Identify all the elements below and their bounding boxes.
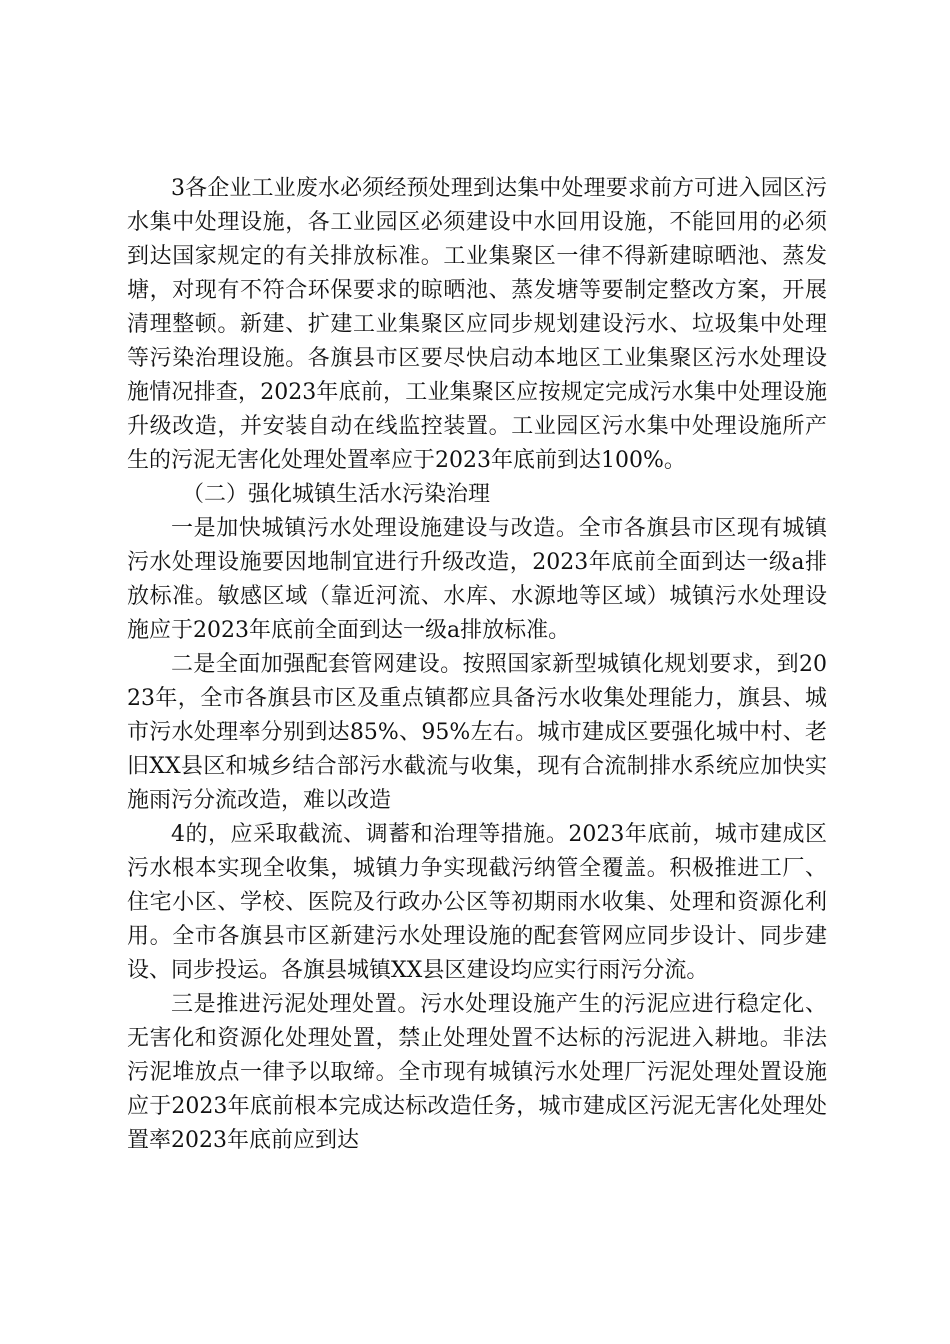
paragraph-pipe-network: 二是全面加强配套管网建设。按照国家新型城镇化规划要求，到2023年，全市各旗县市区及重点镇都应具备污水收集处理能力，旗县、城市污水处理率分别到达85%、95%左右。城市建成区要强化城中村、老旧XX县区和城乡结合部污水截流与收集，现有合流制排水系统应加快实施雨污分流改造，难以改造 xyxy=(127,652,827,813)
paragraph-collection-measures: 4的，应采取截流、调蓄和治理等措施。2023年底前，城市建成区污水根本实现全收集，城镇力争实现截污纳管全覆盖。积极推进工厂、住宅小区、学校、医院及行政办公区等初期雨水收集、处理和资源化利用。全市各旗县市区新建污水处理设施的配套管网应同步设计、同步建设、同步投运。各旗县城镇XX县区建设均应实行雨污分流。 xyxy=(127,822,827,983)
section-heading-urban-sewage: （二）强化城镇生活水污染治理 xyxy=(182,482,491,507)
paragraph-treatment-facilities: 一是加快城镇污水处理设施建设与改造。全市各旗县市区现有城镇污水处理设施要因地制宜进行升级改造，2023年底前全面到达一级a排放标准。敏感区域（靠近河流、水库、水源地等区域）城镇污水处理设施应于2023年底前全面到达一级a排放标准。 xyxy=(127,516,827,643)
document-body xyxy=(127,172,827,1158)
paragraph-sludge-treatment: 三是推进污泥处理处置。污水处理设施产生的污泥应进行稳定化、无害化和资源化处理处置，禁止处理处置不达标的污泥进入耕地。非法污泥堆放点一律予以取缔。全市现有城镇污水处理厂污泥处理处置设施应于2023年底前根本完成达标改造任务，城市建成区污泥无害化处理处置率2023年底前应到达 xyxy=(127,992,827,1153)
paragraph-industrial-wastewater: 3各企业工业废水必须经预处理到达集中处理要求前方可进入园区污水集中处理设施，各工业园区必须建设中水回用设施，不能回用的必须到达国家规定的有关排放标准。工业集聚区一律不得新建晾晒池、蒸发塘，对现有不符合环保要求的晾晒池、蒸发塘等要制定整改方案，开展清理整顿。新建、扩建工业集聚区应同步规划建设污水、垃圾集中处理等污染治理设施。各旗县市区要尽快启动本地区工业集聚区污水处理设施情况排查，2023年底前，工业集聚区应按规定完成污水集中处理设施升级改造，并安装自动在线监控装置。工业园区污水集中处理设施所产生的污泥无害化处理处置率应于2023年底前到达100%。 xyxy=(127,176,827,473)
